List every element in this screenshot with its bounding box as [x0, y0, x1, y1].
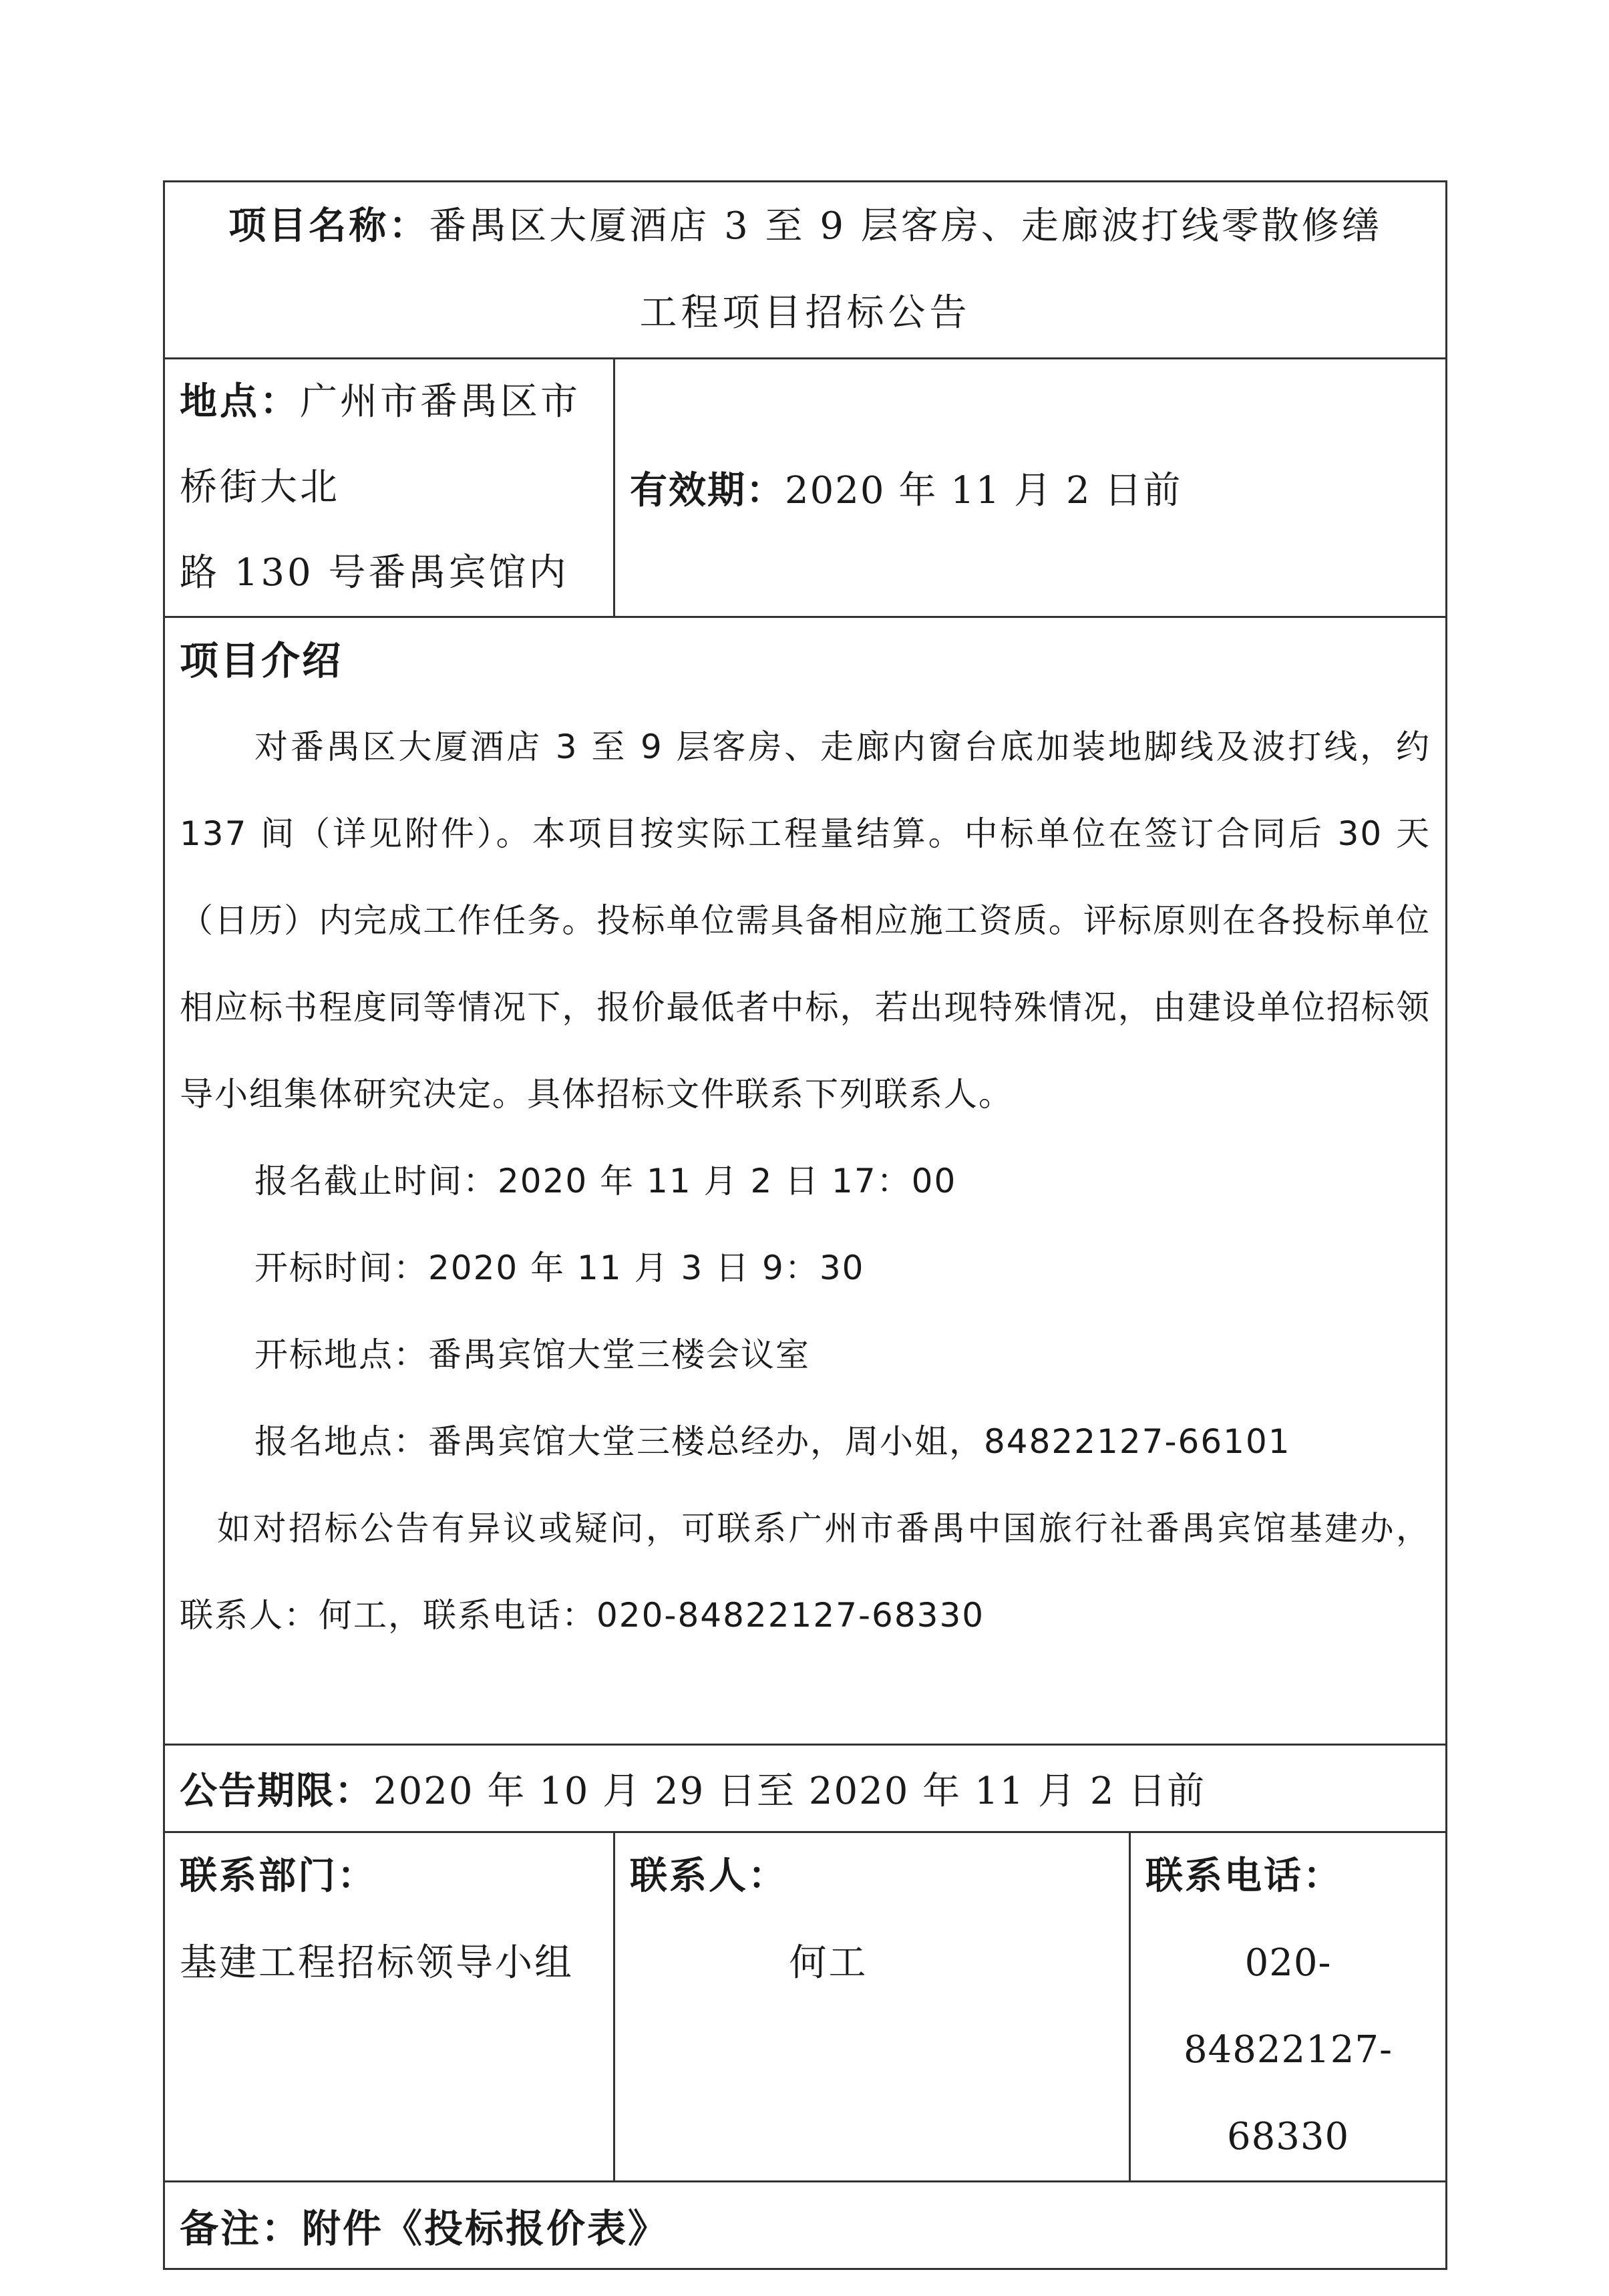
intro-row	[164, 617, 1447, 1745]
period-cell	[164, 1745, 1447, 1832]
title-label: 项目名称：	[228, 204, 429, 248]
period-row	[164, 1745, 1447, 1832]
location-label: 地点：	[180, 380, 300, 424]
location-cell	[164, 359, 614, 617]
registration-place: 报名地点：番禺宾馆大堂三楼总经办，周小姐，84822127-66101	[254, 1422, 1291, 1461]
dispute-contact: 如对招标公告有异议或疑问，可联系广州市番禺中国旅行社番禺宾馆基建办，联系人：何工，联系电话：020-84822127-68330	[180, 1509, 1431, 1635]
title-text-1: 番禺区大厦酒店 3 至 9 层客房、走廊波打线零散修缮	[429, 204, 1382, 248]
validity-cell	[614, 359, 1447, 617]
location-row	[164, 359, 1447, 617]
title-text-2: 工程项目招标公告	[639, 291, 971, 335]
validity-value: 2020 年 11 月 2 日前	[785, 469, 1182, 512]
notice-table	[163, 180, 1447, 2270]
contact-phone-cell	[1130, 1832, 1447, 2182]
title-line-1	[165, 183, 1445, 270]
title-row	[164, 182, 1447, 359]
contact-person-cell	[614, 1832, 1130, 2182]
title-cell	[164, 182, 1447, 359]
note-value: 附件《投标报价表》	[302, 2206, 669, 2251]
validity-label: 有效期：	[630, 469, 785, 512]
period-label: 公告期限：	[180, 1770, 373, 1813]
intro-heading: 项目介绍	[180, 638, 343, 683]
contacts-row	[164, 1832, 1447, 2182]
note-label: 备注：	[180, 2206, 303, 2251]
note-row	[164, 2182, 1447, 2269]
location-line-1	[180, 359, 598, 530]
dept-label: 联系部门：	[180, 1854, 377, 1898]
location-text-1: 广州市番禺区市桥街大北	[180, 380, 580, 509]
opening-place: 开标地点：番禺宾馆大堂三楼会议室	[254, 1335, 810, 1374]
phone-label: 联系电话：	[1145, 1854, 1343, 1898]
person-label: 联系人：	[630, 1854, 787, 1898]
location-text-2: 路 130 号番禺宾馆内	[180, 551, 569, 595]
registration-deadline: 报名截止时间：2020 年 11 月 2 日 17：00	[254, 1162, 957, 1200]
person-value: 何工	[789, 1941, 868, 1985]
note-cell	[164, 2182, 1447, 2269]
intro-cell	[164, 617, 1447, 1745]
phone-value: 020-84822127-68330	[1184, 1941, 1393, 2158]
contact-dept-cell	[164, 1832, 614, 2182]
intro-paragraph: 对番禺区大厦酒店 3 至 9 层客房、走廊内窗台底加装地脚线及波打线，约 137 间（详见附件）。本项目按实际工程量结算。中标单位在签订合同后 30 天（日历）内完成工作任务。投标单位需具备相应施工资质。评标原则在各投标单位相应标书程度同等情况下，报价最低者中标，若出现特殊情况，由建设单位招标领导小组集体研究决定。具体招标文件联系下列联系人。	[180, 727, 1431, 1114]
opening-time: 开标时间：2020 年 11 月 3 日 9：30	[254, 1249, 865, 1287]
period-value: 2020 年 10 月 29 日至 2020 年 11 月 2 日前	[373, 1770, 1206, 1813]
dept-value: 基建工程招标领导小组	[180, 1941, 574, 1985]
